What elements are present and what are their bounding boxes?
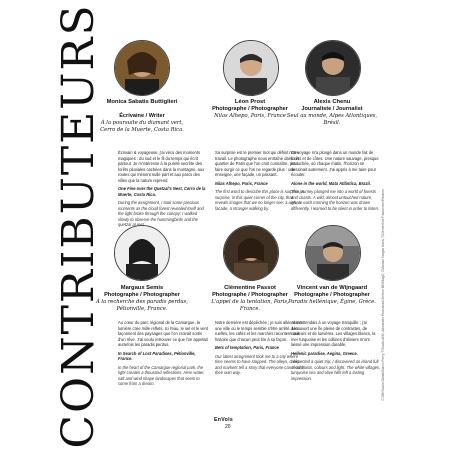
bio-en-title: Hellenic paradise, Aegina, Greece.	[291, 350, 358, 356]
bio-en-title: Nilas Alhepo, Paris, France	[215, 180, 268, 186]
bio-en-title: Bets of temptation, Paris, France	[215, 345, 279, 351]
contributor-name-5: Clémentine Passot	[224, 285, 276, 291]
contributor-role-4: Photographe / Photographer	[104, 292, 180, 298]
photo-credit-text: © DR/Studio Dahal/Gianni Ferry, ©Studio AHV, Alexandre Rousseau/Jérôme DR/MagZ, ©Manuel Vargas Mora, ©Clémentine Pautonnier/Reuters	[381, 189, 385, 401]
contributor-name-6: Vincent van de Wijngaard	[296, 285, 368, 291]
bio-en: This journey plunged me into a world of forests and coasts. A wild, almost untouched nature, where each morning the horizon was drawn differently. I learned to be silent in order to listen.	[291, 189, 379, 211]
contributor-name-1: Monica Sabatis Buttiglieri	[106, 99, 178, 105]
bio-fr: Sa surprise est le premier mot qui définit notre travail. Le photographe nous entraîne dans un quartier de Paris que l'on croit connaître, pour faire surgir ce que l'on ne regarde plus : une enseigne, une façade, un passant.	[215, 150, 299, 178]
bio-fr: Ce voyage m'a plongé dans un monde fait de forêts et de côtes. Une nature sauvage, presque intouchée, où chaque matin, l'horizon se dessinait autrement. J'ai appris à me taire pour écouter.	[291, 150, 379, 178]
bio-en: In the heart of the Camargue regional park, the light creates a thousand reflections. Here water, salt and wind shape landscapes that seem to come from a dream.	[118, 364, 205, 387]
bio-fr: Au cœur du parc régional de la Camargue, la lumière crée mille reflets. Ici l'eau, le sel et le vent façonnent des paysages que l'on croirait sortis d'un rêve. J'ai voulu retrouver ce que l'on appelait autrefois les paradis perdus.	[118, 320, 208, 348]
page-title-wrapper	[53, 3, 104, 449]
contributor-name-3: Alexis Chenu	[313, 99, 351, 105]
contributor-role-3: Journaliste / Journalist	[301, 106, 363, 112]
contributor-location-1: À la poursuite du diamant vert, Cerro de la Muerte, Costa Rica.	[100, 120, 184, 133]
contributor-name-4: Margaux Semis	[120, 285, 164, 291]
contributor-avatar-5	[223, 225, 279, 281]
contributor-location-3: Seul au monde, Alpes Atlantiques, Brésil.	[286, 113, 378, 126]
contributor-name-2: Léon Prost	[234, 99, 266, 105]
magazine-name: EnVols	[214, 417, 233, 423]
page-title: CONTRIBUTEURS	[53, 3, 104, 449]
contributor-location-4: À la recherche des paradis perdus, Pétionville, France.	[96, 299, 188, 312]
bio-en-title: In Search of Lost Paradises, Pétionville, France.	[118, 350, 196, 362]
bio-en-title: Alone in the world, Mata Atlântica, Brazil.	[291, 180, 371, 186]
bio-en: I expected a quiet trip; I discovered an island full of contrasts, colours and light. The white villages, turquoise sea and olive hills left a lasting impression.	[291, 359, 381, 381]
contributor-bio-1	[118, 150, 208, 231]
contributor-location-2: Nilas Alhepo, Paris, France	[214, 113, 286, 119]
contributor-location-6: Paradis hellénique, Égine, Grèce.	[288, 299, 376, 305]
contributor-avatar-1	[114, 40, 170, 96]
bio-en: The first word to describe this place is surprise. A surprise, in this quiet corner of the city, that reveals images that we no longer see: a sign, a facade, a stranger walking by.	[215, 189, 304, 211]
page-number: 20	[225, 424, 231, 430]
contributor-avatar-2	[223, 40, 279, 96]
contributor-role-1: Écrivaine / Writer	[119, 113, 165, 119]
contributor-role-5: Photographe / Photographer	[212, 292, 288, 298]
bio-en: Our latest assignment took me to a city where time seems to have stopped. The alleys, cafés and markets tell a story that everyone can read in their own way.	[215, 353, 305, 376]
bio-en: During the assignment, I took some precious moments as the cloud forest revealed itself and the light broke through the canopy; I walked slowly to observe the hummingbirds and the quetzal at rest.	[118, 200, 204, 228]
bio-en-title: One Fine over the Quetzal's Nest, Cerro de la Muerte, Costa Rica.	[118, 186, 206, 197]
bio-fr: Je m'attendais à un voyage tranquille ; j'ai découvert une île pleine de contrastes, de couleurs et de lumières. Les villages blancs, la mer turquoise et les collines d'oliviers m'ont laissé une impression durable.	[291, 320, 376, 348]
photo-credit	[379, 170, 387, 420]
bio-fr: Notre dernière est dépêchée ; je suis allée dans une ville où le temps semble s'être arrêté. Les ruelles, les cafés et les marchés racontent une histoire que chacun peut lire à sa façon.	[215, 320, 302, 342]
contributor-avatar-4	[114, 225, 170, 281]
contributor-role-6: Photographe / Photographer	[294, 292, 370, 298]
contributor-location-5: L'appel de la tentation, Paris, France.	[211, 299, 289, 312]
contributor-avatar-3	[305, 40, 361, 96]
contributor-bio-6	[291, 320, 381, 384]
bio-fr: Écrivain & voyageuse, j'ai vécu des moments magiques : du sud et le fil du temps qui écrit partout. Je m'intéresse à la pureté secrète des forêts pluviales cachées dans la montagne, aux routes qui mènent nulle part et aux parcs des villes que la nature reprend.	[118, 150, 205, 183]
contributor-bio-3	[291, 150, 381, 214]
contributor-bio-4	[118, 320, 208, 390]
contributor-role-2: Photographe / Photographer	[212, 106, 288, 112]
contributor-avatar-6	[305, 225, 361, 281]
